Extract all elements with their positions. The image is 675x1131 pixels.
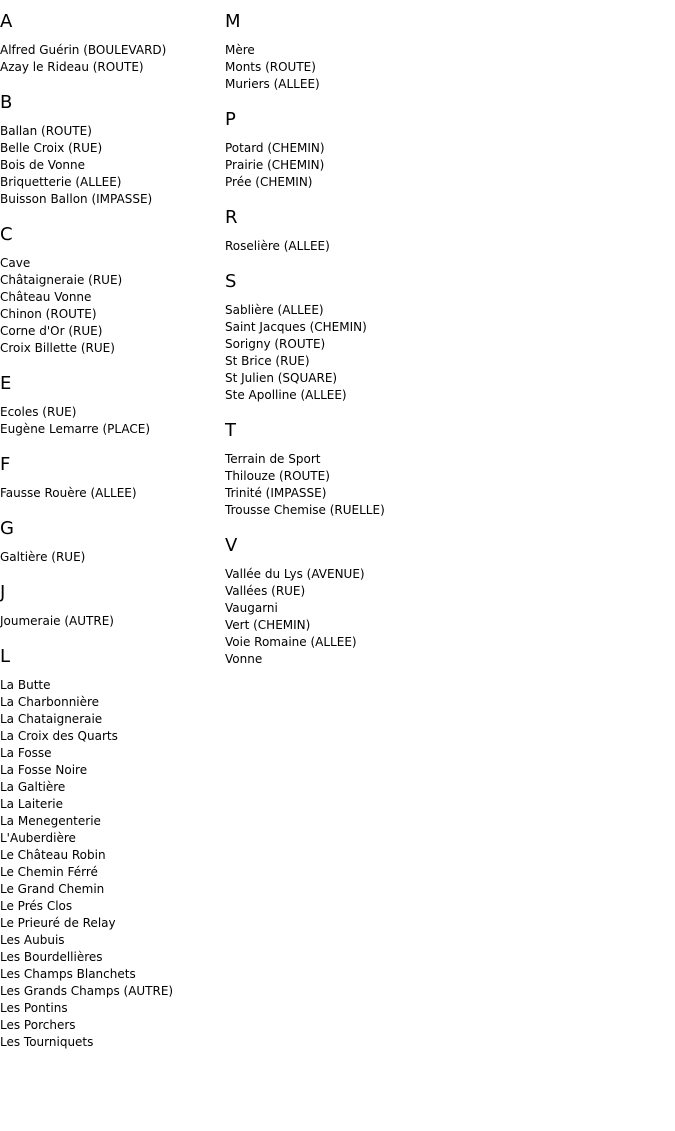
section-letter-heading: M xyxy=(225,11,241,32)
street-name: Chinon (ROUTE) xyxy=(0,307,97,321)
street-name: Les Aubuis xyxy=(0,933,65,947)
street-name: Corne d'Or (RUE) xyxy=(0,324,103,338)
street-name: Croix Billette (RUE) xyxy=(0,341,115,355)
letter-section-t xyxy=(225,421,485,519)
left-column xyxy=(0,0,220,1051)
street-name: Les Pontins xyxy=(0,1001,68,1015)
street-name: Le Chemin Férré xyxy=(0,865,98,879)
street-name: Thilouze (ROUTE) xyxy=(225,469,330,483)
street-name: Belle Croix (RUE) xyxy=(0,141,103,155)
section-letter-heading: R xyxy=(225,207,238,228)
street-name: Ste Apolline (ALLEE) xyxy=(225,388,347,402)
street-name: Les Bourdellières xyxy=(0,950,103,964)
street-name: L'Auberdière xyxy=(0,831,76,845)
street-name: Roselière (ALLEE) xyxy=(225,239,330,253)
street-list xyxy=(225,42,485,93)
street-name: Alfred Guérin (BOULEVARD) xyxy=(0,43,167,57)
section-letter-heading: P xyxy=(225,109,236,130)
street-name: St Julien (SQUARE) xyxy=(225,371,338,385)
section-letter-heading: V xyxy=(225,535,238,556)
street-name: Trousse Chemise (RUELLE) xyxy=(225,503,385,517)
street-list xyxy=(225,140,485,191)
street-name: Azay le Rideau (ROUTE) xyxy=(0,60,144,74)
section-letter-heading: F xyxy=(0,454,11,475)
section-letter-heading: J xyxy=(0,582,6,603)
letter-section-v xyxy=(225,536,485,668)
street-name: Ecoles (RUE) xyxy=(0,405,77,419)
letter-section-e xyxy=(0,374,220,438)
street-name: Vallée du Lys (AVENUE) xyxy=(225,567,365,581)
letter-section-b xyxy=(0,93,220,208)
street-name: Galtière (RUE) xyxy=(0,550,86,564)
street-name: Vallées (RUE) xyxy=(225,584,306,598)
street-name: Trinité (IMPASSE) xyxy=(225,486,327,500)
letter-section-p xyxy=(225,110,485,191)
letter-section-a xyxy=(0,12,220,76)
street-name: Eugène Lemarre (PLACE) xyxy=(0,422,150,436)
street-list xyxy=(225,238,485,255)
street-name: Buisson Ballon (IMPASSE) xyxy=(0,192,153,206)
street-name: Les Tourniquets xyxy=(0,1035,94,1049)
street-list xyxy=(0,255,220,357)
street-name: Saint Jacques (CHEMIN) xyxy=(225,320,367,334)
letter-section-m xyxy=(225,12,485,93)
street-name: St Brice (RUE) xyxy=(225,354,310,368)
street-name: Vonne xyxy=(225,652,263,666)
letter-section-c xyxy=(0,225,220,357)
street-list xyxy=(0,485,220,502)
street-name: Les Champs Blanchets xyxy=(0,967,136,981)
street-list xyxy=(0,549,220,566)
street-name: Voie Romaine (ALLEE) xyxy=(225,635,357,649)
section-letter-heading: G xyxy=(0,518,14,539)
street-name: Monts (ROUTE) xyxy=(225,60,316,74)
street-name: Château Vonne xyxy=(0,290,92,304)
street-name: Joumeraie (AUTRE) xyxy=(0,614,114,628)
street-name: Le Prieuré de Relay xyxy=(0,916,116,930)
street-list xyxy=(0,123,220,208)
section-letter-heading: L xyxy=(0,646,11,667)
street-name: Bois de Vonne xyxy=(0,158,86,172)
street-name: Châtaigneraie (RUE) xyxy=(0,273,123,287)
street-name: Cave xyxy=(0,256,31,270)
letter-section-r xyxy=(225,208,485,255)
street-name: Vaugarni xyxy=(225,601,278,615)
street-list xyxy=(0,613,220,630)
street-name: Le Château Robin xyxy=(0,848,106,862)
section-letter-heading: C xyxy=(0,224,13,245)
street-name: Muriers (ALLEE) xyxy=(225,77,320,91)
street-name: Ballan (ROUTE) xyxy=(0,124,92,138)
street-name: Prairie (CHEMIN) xyxy=(225,158,325,172)
street-name: La Charbonnière xyxy=(0,695,100,709)
street-name: Les Grands Champs (AUTRE) xyxy=(0,984,174,998)
right-column xyxy=(225,0,485,668)
letter-section-s xyxy=(225,272,485,404)
street-list xyxy=(225,566,485,668)
street-list xyxy=(0,677,220,1051)
street-list xyxy=(0,42,220,76)
street-list xyxy=(225,302,485,404)
street-name: La Menegenterie xyxy=(0,814,101,828)
section-letter-heading: E xyxy=(0,373,12,394)
street-name: La Chataigneraie xyxy=(0,712,103,726)
street-name: Le Grand Chemin xyxy=(0,882,105,896)
street-name: La Galtière xyxy=(0,780,66,794)
letter-section-g xyxy=(0,519,220,566)
street-name: Sablière (ALLEE) xyxy=(225,303,324,317)
street-name: La Butte xyxy=(0,678,51,692)
street-name: Terrain de Sport xyxy=(225,452,321,466)
section-letter-heading: A xyxy=(0,11,13,32)
street-name: La Fosse xyxy=(0,746,52,760)
street-name: Briquetterie (ALLEE) xyxy=(0,175,122,189)
letter-section-j xyxy=(0,583,220,630)
section-letter-heading: T xyxy=(225,420,236,441)
section-letter-heading: S xyxy=(225,271,237,292)
street-name: Potard (CHEMIN) xyxy=(225,141,325,155)
street-list xyxy=(225,451,485,519)
street-name: Mère xyxy=(225,43,255,57)
street-name: Le Prés Clos xyxy=(0,899,73,913)
street-name: Prée (CHEMIN) xyxy=(225,175,313,189)
street-name: La Laiterie xyxy=(0,797,63,811)
street-name: La Fosse Noire xyxy=(0,763,88,777)
street-name: Sorigny (ROUTE) xyxy=(225,337,326,351)
street-name: Vert (CHEMIN) xyxy=(225,618,311,632)
street-list xyxy=(0,404,220,438)
section-letter-heading: B xyxy=(0,92,13,113)
street-name: La Croix des Quarts xyxy=(0,729,118,743)
street-name: Les Porchers xyxy=(0,1018,76,1032)
letter-section-f xyxy=(0,455,220,502)
street-name: Fausse Rouère (ALLEE) xyxy=(0,486,137,500)
letter-section-l xyxy=(0,647,220,1051)
